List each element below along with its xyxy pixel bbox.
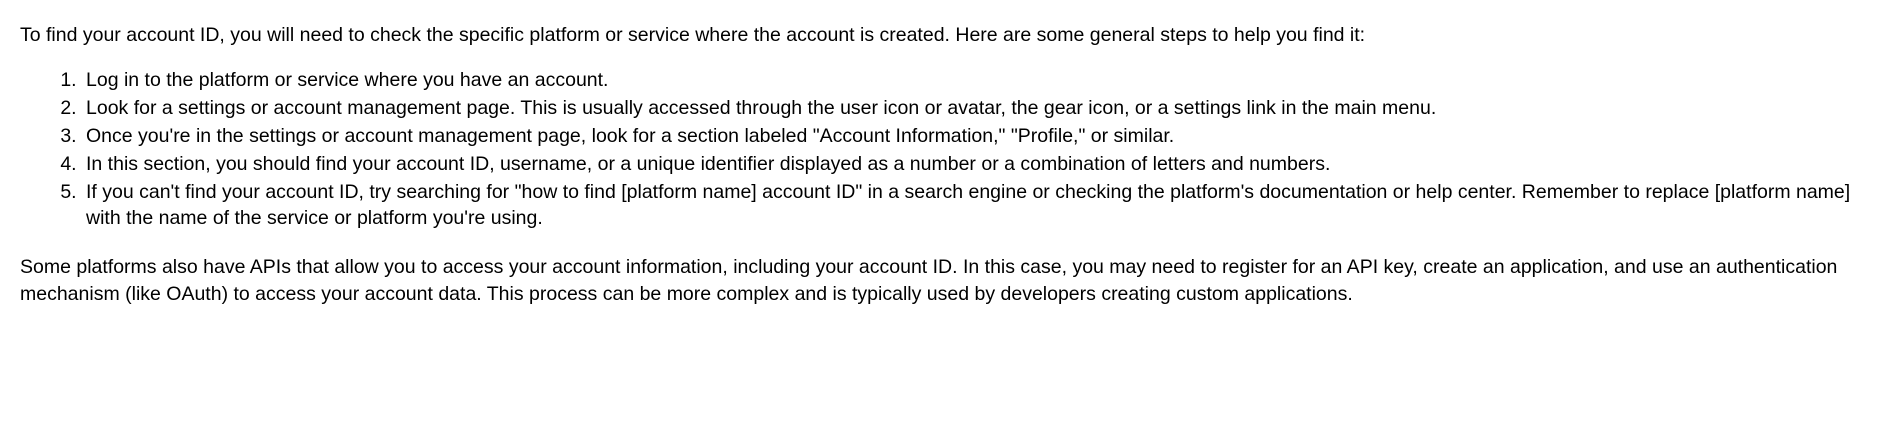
closing-paragraph: Some platforms also have APIs that allow you to access your account information, including your account ID. In this case, you may need to register for an API key, create an application, and use an authentication mechanism (like OAuth) to access your account data. This process can be more complex and is typically used by developers creating custom applications.: [20, 256, 1838, 306]
intro-paragraph: To find your account ID, you will need to check the specific platform or service where the account is created. Here are some general steps to help you find it:: [20, 24, 1366, 46]
list-item: 2. Look for a settings or account management page. This is usually accessed through the user icon or avatar, the gear icon, or a settings link in the main menu.: [82, 95, 1866, 122]
steps-list: [20, 67, 1866, 232]
list-item: 4. In this section, you should find your account ID, username, or a unique identifier displayed as a number or a combination of letters and numbers.: [82, 151, 1866, 178]
list-item: 3. Once you're in the settings or account management page, look for a section labeled "Account Information," "Profile," or similar.: [82, 123, 1866, 150]
list-item: 1. Log in to the platform or service where you have an account.: [82, 67, 1866, 94]
list-item: 5. If you can't find your account ID, try searching for "how to find [platform name] account ID" in a search engine or checking the platform's documentation or help center. Remember to replace [platform name] with the name of the service or platform you're using.: [82, 179, 1866, 233]
